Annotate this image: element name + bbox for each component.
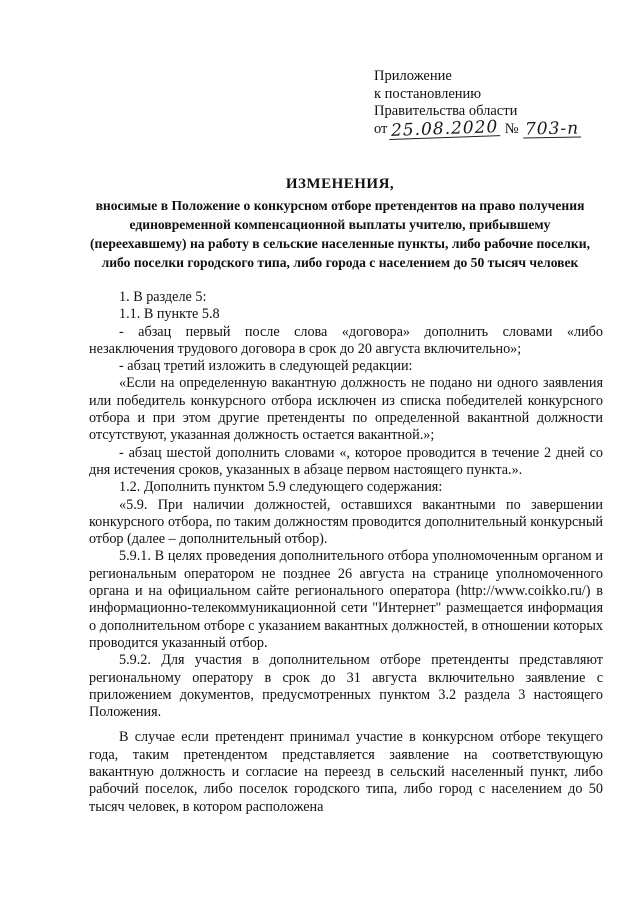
paragraph: - абзац шестой дополнить словами «, которое проводится в течение 2 дней со дня истечения сроков, указанных в абзаце первом настоящего пункта.». xyxy=(89,444,603,478)
annex-line-2: к постановлению xyxy=(374,85,482,102)
annex-date-row xyxy=(374,117,614,141)
paragraph: 1.2. Дополнить пунктом 5.9 следующего содержания: xyxy=(119,479,443,496)
paragraph: - абзац первый после слова «договора» дополнить словами «либо незаключения трудового договора в срок до 20 августа включительно»; xyxy=(89,323,603,357)
document-heading xyxy=(80,175,600,272)
paragraph: 5.9.2. Для участия в дополнительном отборе претенденты представляют региональному оператору в срок до 31 августа включительно заявление с приложением документов, предусмотренных пунктом 3.2 раздела 3 настоящего Положения. xyxy=(89,652,603,721)
paragraph: 1.1. В пункте 5.8 xyxy=(119,306,220,323)
paragraph: «Если на определенную вакантную должность не подано ни одного заявления или победитель конкурсного отбора исключен из списка победителей конкурсного отбора и при этом другие претенденты по определенной вакантной должности отсутствуют, указанная должность остается вакантной.»; xyxy=(89,375,603,444)
document-title: ИЗМЕНЕНИЯ, xyxy=(285,176,395,192)
paragraph: «5.9. При наличии должностей, оставшихся вакантными по завершении конкурсного отбора, по таким должностям проводится дополнительный конкурсный отбор (далее – дополнительный отбор). xyxy=(89,496,603,548)
date-prefix: от xyxy=(374,120,388,137)
number-sign: № xyxy=(504,120,519,137)
annex-block xyxy=(374,68,614,141)
paragraph: - абзац третий изложить в следующей редакции: xyxy=(119,358,413,375)
handwritten-number: 703-п xyxy=(524,118,579,140)
document-body xyxy=(89,289,603,816)
handwritten-date: 25.08.2020 xyxy=(391,117,500,141)
paragraph: 5.9.1. В целях проведения дополнительного отбора уполномоченным органом и региональным оператором не позднее 26 августа на странице уполномоченного органа и на официальном сайте регионального оператора (http://www.coikko.ru/) в информационно-телекоммуникационной сети "Интернет" размещается информация о дополнительном отборе с указанием вакантных должностей, в отношении которых проводится указанный отбор. xyxy=(89,548,603,651)
annex-line-1: Приложение xyxy=(374,68,452,84)
document-subtitle: вносимые в Положение о конкурсном отборе претендентов на право получения единовременной компенсационной выплаты учителю, прибывшему (переехавшему) на работу в сельские населенные пункты, либо рабочие поселки, либо поселки городского типа, либо города с населением до 50 тысяч человек xyxy=(89,198,590,270)
paragraph: В случае если претендент принимал участие в конкурсном отборе текущего года, таким претендентом представляется заявление на соответствующую вакантную должность и согласие на переезд в сельский населенный пункт, либо рабочий поселок, либо поселок городского типа, либо город с населением до 50 тысяч человек, в котором расположена xyxy=(89,729,603,815)
paragraph: 1. В разделе 5: xyxy=(119,289,207,305)
annex-line-3: Правительства области xyxy=(374,103,518,119)
